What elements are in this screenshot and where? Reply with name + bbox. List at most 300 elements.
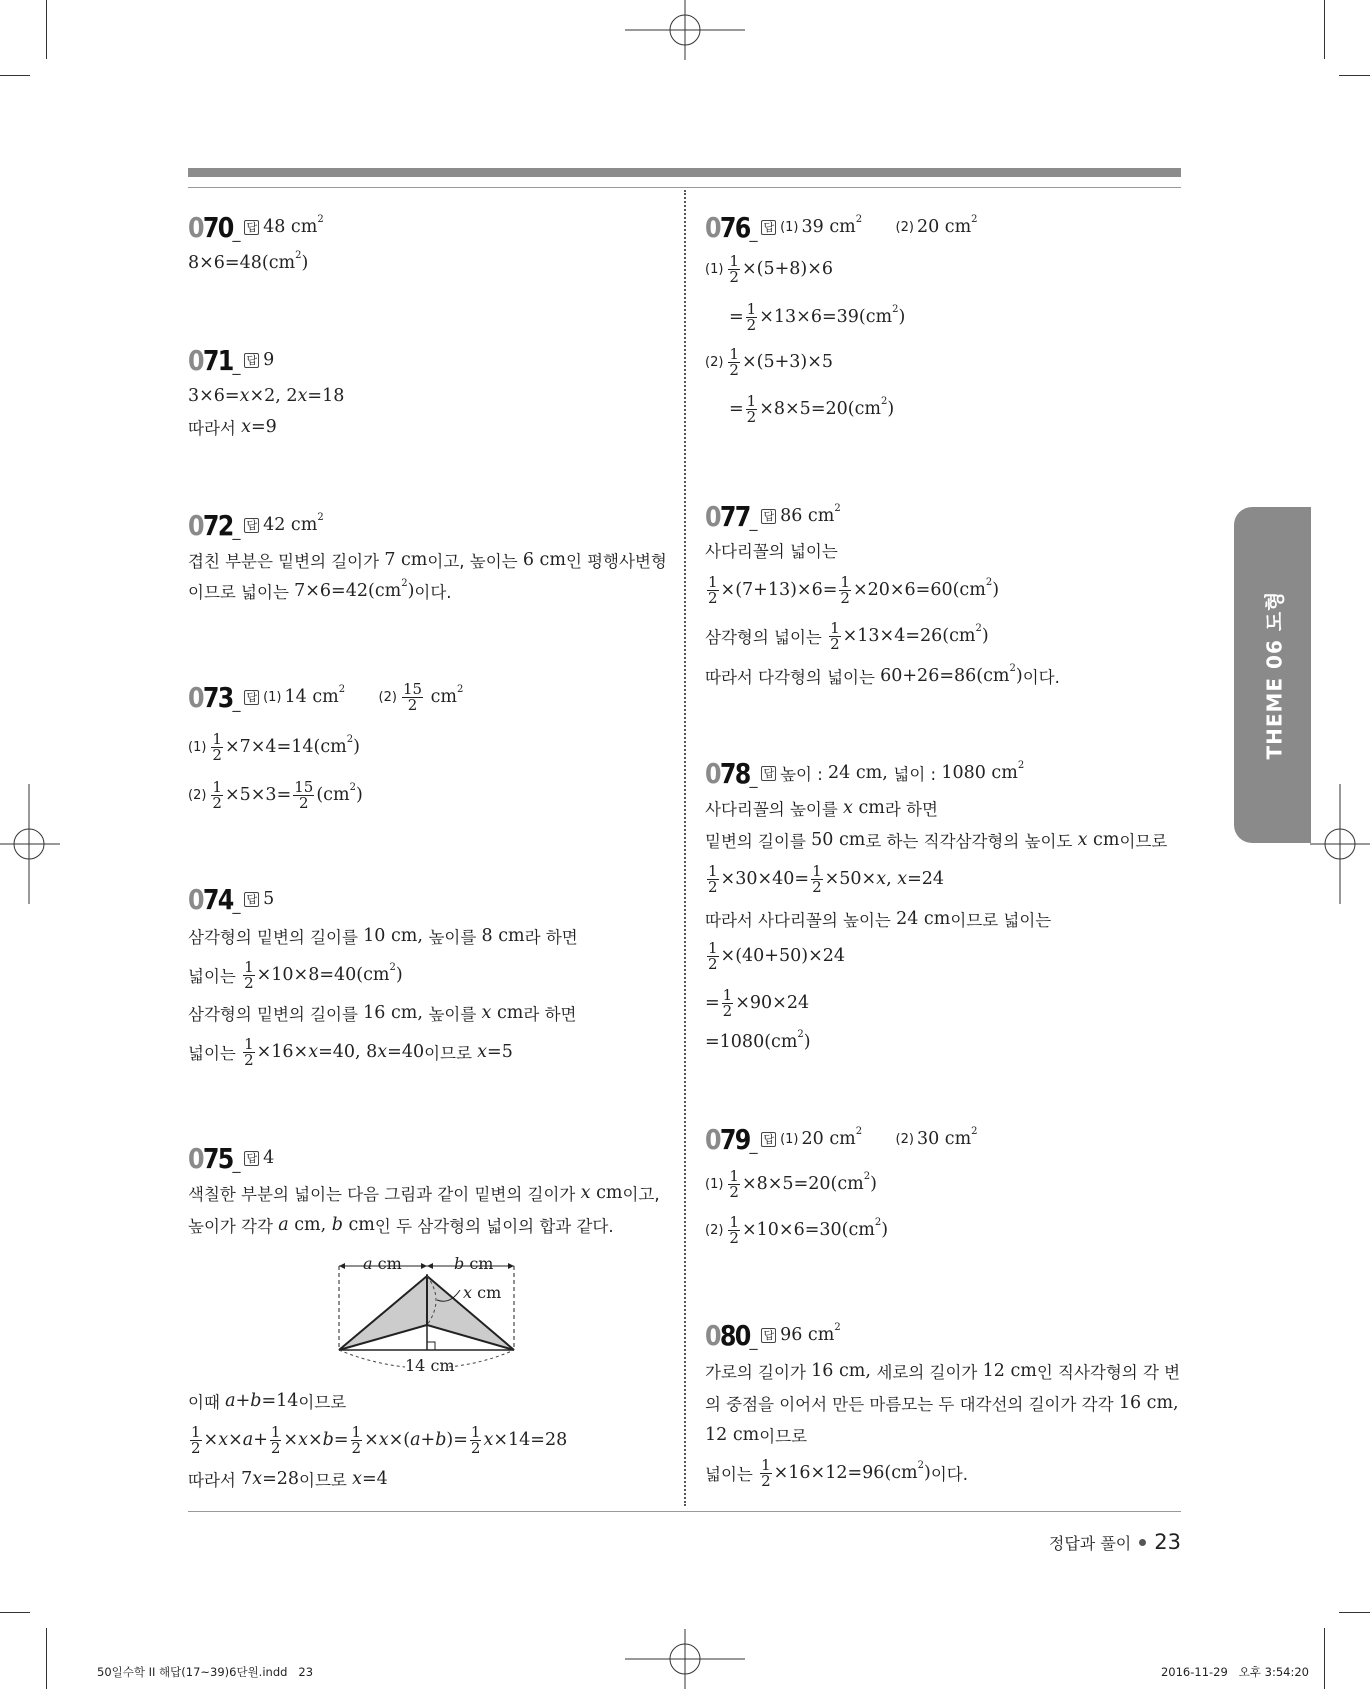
fraction — [811, 861, 823, 896]
math-text: ×8×5=20(cm — [759, 399, 881, 419]
variable: x — [218, 1430, 229, 1450]
problem-heading — [705, 1122, 978, 1156]
answer-value — [263, 213, 324, 237]
math-text: 10 cm, — [363, 926, 429, 946]
fraction — [707, 938, 719, 973]
variable: x — [297, 386, 308, 406]
fraction — [707, 572, 719, 607]
slug-timestamp: 2016-11-29 오후 3:54:20 — [1160, 1665, 1309, 1679]
math-text: 5 — [263, 889, 275, 909]
fraction — [722, 985, 734, 1020]
problem-heading — [705, 210, 978, 244]
math-text: cm — [425, 687, 457, 707]
korean-text: 이므로 넓이는 — [950, 911, 1052, 930]
math-text: ×(5+3)×5 — [741, 352, 834, 372]
underscore: _ — [232, 692, 241, 712]
math-text: ) — [395, 965, 403, 985]
math-text: ) — [881, 1220, 889, 1240]
problem-heading — [705, 756, 1024, 790]
denominator: 2 — [470, 1438, 481, 1457]
answer-value — [780, 1125, 978, 1149]
math-text: ×8×5=20(cm — [741, 1174, 864, 1194]
math-text: 20 cm — [801, 1129, 856, 1149]
denominator: 2 — [729, 1182, 739, 1201]
sub-item-label: (1) — [780, 219, 799, 235]
korean-text: 넓이 : — [893, 765, 942, 784]
korean-text: 가로의 길이가 — [705, 1363, 812, 1382]
math-text: × — [203, 1430, 219, 1450]
numerator: 1 — [722, 985, 733, 1004]
problem-number-digits: 78 — [719, 756, 750, 790]
answer-value — [780, 502, 841, 526]
underscore: _ — [232, 520, 241, 540]
fraction — [270, 1422, 282, 1457]
solution-line — [188, 919, 578, 953]
superscript: 2 — [975, 622, 982, 634]
math-text: 16 cm, — [811, 1361, 877, 1381]
variable: x — [241, 417, 251, 437]
denominator: 2 — [407, 695, 418, 714]
math-text — [345, 687, 378, 707]
superscript: 2 — [797, 1028, 804, 1040]
math-text: + — [235, 1391, 251, 1411]
variable: x — [308, 1042, 319, 1062]
solution-line — [705, 1213, 888, 1247]
problem-heading — [188, 343, 274, 377]
solution-line — [705, 1354, 1180, 1388]
footer-rule — [188, 1511, 1181, 1512]
math-text: cm — [491, 1003, 524, 1023]
solution-line — [705, 823, 1167, 857]
sub-item-label: (2) — [895, 219, 914, 235]
underscore: _ — [749, 1330, 758, 1350]
korean-text: 인 두 삼각형의 넓이의 합과 같다. — [374, 1217, 614, 1236]
math-text: =5 — [487, 1042, 513, 1062]
math-text: cm — [472, 1283, 502, 1302]
answer-icon: 답 — [246, 1151, 258, 1165]
solution-line — [188, 778, 363, 812]
korean-text: 높이가 각각 — [188, 1217, 279, 1236]
underscore: _ — [749, 768, 758, 788]
solution-line — [705, 1456, 968, 1490]
answer-value — [263, 350, 274, 370]
crop-mark — [1339, 1612, 1370, 1613]
math-text: 16 cm, — [1118, 1393, 1179, 1413]
problem-number-prefix: 0 — [705, 210, 720, 244]
korean-text: 라 하면 — [884, 800, 938, 819]
problem-number-digits: 80 — [719, 1318, 750, 1352]
variable: b — [322, 1430, 334, 1450]
page-number: 23 — [1154, 1530, 1181, 1554]
numerator: 1 — [729, 1212, 739, 1231]
underscore: _ — [749, 222, 758, 242]
math-text: cm, — [288, 1215, 332, 1235]
sub-item-label: (1) — [263, 689, 282, 705]
math-text: ×5×3= — [224, 785, 292, 805]
korean-text: 따라서 사다리꼴의 높이는 — [705, 911, 897, 930]
solution-line — [705, 1386, 1179, 1420]
math-text: 24 cm — [896, 909, 951, 929]
math-text: 3×6= — [188, 386, 240, 406]
sub-item-label: (2) — [378, 689, 397, 705]
math-text: 39 cm — [801, 217, 856, 237]
fraction — [728, 1166, 740, 1201]
superscript: 2 — [401, 577, 408, 589]
solution-line — [188, 1462, 388, 1496]
problem-heading — [188, 680, 463, 714]
math-text: ×20×6=60(cm — [852, 580, 986, 600]
math-text: ) — [924, 1463, 931, 1483]
math-text: 50 cm — [811, 830, 866, 850]
crop-mark — [1339, 75, 1370, 76]
superscript: 2 — [855, 213, 863, 225]
math-text: ×90×24 — [735, 993, 810, 1013]
underscore: _ — [749, 1134, 758, 1154]
math-text: cm — [372, 1254, 402, 1273]
crop-mark — [1324, 0, 1325, 59]
solution-line — [188, 1423, 567, 1457]
variable: x — [378, 1430, 389, 1450]
denominator: 2 — [812, 877, 822, 896]
variable: x — [843, 798, 853, 818]
math-text: 4 — [263, 1148, 275, 1168]
math-text: ×10×8=40(cm — [256, 965, 390, 985]
numerator: 1 — [212, 729, 222, 748]
problem-number-digits: 74 — [202, 882, 233, 916]
math-text: )= — [446, 1430, 468, 1450]
variable: x — [1077, 830, 1088, 850]
registration-mark-right — [1310, 784, 1370, 904]
math-text: 9 — [263, 350, 275, 370]
math-text: ×13×6=39(cm — [759, 307, 893, 327]
math-text: =28 — [262, 1469, 300, 1489]
problem-heading — [188, 882, 274, 916]
korean-text: 이므로 — [299, 1471, 353, 1490]
math-text: cm — [1087, 830, 1120, 850]
superscript: 2 — [1009, 662, 1016, 674]
math-text: =9 — [250, 417, 277, 437]
korean-text: 이므로 넓이는 — [188, 583, 295, 602]
korean-text: 이고, 높이는 — [427, 552, 523, 571]
numerator: 1 — [212, 777, 222, 796]
korean-text: 이다. — [1022, 668, 1060, 687]
answer-icon: 답 — [763, 509, 775, 523]
fraction — [243, 957, 255, 992]
figure-label-base — [405, 1356, 455, 1375]
superscript: 2 — [834, 502, 841, 514]
problem-number — [705, 757, 750, 790]
math-text: 60+26=86(cm — [880, 666, 1010, 686]
math-text: ×7×4=14(cm — [224, 737, 347, 757]
math-text: + — [253, 1430, 268, 1450]
solution-line — [188, 958, 403, 992]
superscript: 2 — [457, 683, 464, 695]
solution-line — [705, 939, 845, 973]
math-text: ) — [992, 580, 1000, 600]
solution-line — [188, 730, 360, 764]
header-rule — [188, 187, 1181, 188]
registration-mark-left — [0, 784, 60, 904]
korean-text: 이때 — [188, 1393, 226, 1412]
math-text: ×(40+50)×24 — [720, 946, 845, 966]
superscript: 2 — [389, 961, 396, 973]
solution-line — [705, 902, 1051, 936]
problem-heading — [188, 1141, 274, 1175]
problem-number-prefix: 0 — [705, 756, 720, 790]
solution-line — [705, 791, 938, 825]
variable: a — [242, 1430, 254, 1450]
math-text: 24 cm, — [828, 763, 894, 783]
superscript: 2 — [855, 1125, 863, 1137]
korean-text: 이므로 — [759, 1427, 808, 1446]
math-text: ) — [803, 1032, 811, 1052]
korean-text: 넓이는 — [705, 1465, 759, 1484]
math-text: =40, 8 — [318, 1042, 378, 1062]
solution-line — [188, 1035, 513, 1069]
registration-mark-top — [625, 0, 745, 60]
math-text: + — [420, 1430, 436, 1450]
math-text: = — [705, 993, 720, 1013]
solution-line — [188, 1208, 614, 1242]
superscript: 2 — [338, 683, 346, 695]
crop-mark — [1324, 1628, 1325, 1689]
sub-item-label: (1) — [705, 261, 724, 277]
problem-number-prefix: 0 — [188, 343, 203, 377]
fraction — [728, 344, 740, 379]
superscript: 2 — [349, 781, 356, 793]
underscore: _ — [232, 894, 241, 914]
math-text: 6 cm — [522, 550, 566, 570]
sub-item-label: (2) — [188, 787, 207, 803]
problem-number — [705, 500, 750, 533]
numerator: 15 — [402, 679, 423, 698]
fraction — [746, 391, 758, 426]
korean-text: 이므로 — [298, 1393, 347, 1412]
math-text: 20 cm — [916, 217, 972, 237]
math-text: 48 cm — [263, 217, 318, 237]
math-text: (cm — [316, 785, 350, 805]
superscript: 2 — [295, 249, 302, 261]
page-footer — [1049, 1530, 1181, 1554]
math-text: 16 cm, — [363, 1003, 429, 1023]
problem-number-digits: 75 — [202, 1141, 233, 1175]
variable: x — [298, 1430, 308, 1450]
solution-line — [188, 574, 452, 608]
korean-text: 라 하면 — [524, 928, 578, 947]
math-text: =14 — [261, 1391, 299, 1411]
superscript: 2 — [985, 576, 993, 588]
numerator: 1 — [708, 572, 718, 591]
figure-label-a — [363, 1254, 402, 1273]
underscore: _ — [232, 355, 241, 375]
solution-line — [705, 1418, 807, 1452]
numerator: 1 — [351, 1422, 362, 1441]
fraction — [746, 299, 758, 334]
numerator: 1 — [270, 1422, 281, 1441]
fraction — [839, 572, 851, 607]
math-text: ) — [355, 785, 363, 805]
problem-number-digits: 73 — [202, 680, 233, 714]
superscript: 2 — [971, 1125, 978, 1137]
variable: b — [454, 1254, 465, 1273]
math-text: 12 cm — [705, 1425, 760, 1445]
answer-value — [780, 1321, 841, 1345]
crop-mark — [0, 1612, 30, 1613]
math-text: cm — [590, 1183, 623, 1203]
numerator: 1 — [470, 1422, 481, 1441]
korean-text: 이고, — [622, 1185, 660, 1204]
problem-number-prefix: 0 — [705, 499, 720, 533]
solution-line — [705, 1167, 877, 1201]
math-text: = — [333, 1430, 349, 1450]
column-divider — [684, 190, 686, 1506]
math-text: = — [729, 307, 744, 327]
korean-text: 높이 : — [780, 765, 829, 784]
sub-item-label: (2) — [705, 354, 724, 370]
answer-icon: 답 — [763, 1328, 775, 1342]
korean-text: 이다. — [414, 583, 452, 602]
korean-text: 이다. — [930, 1465, 968, 1484]
theme-side-tab — [1234, 507, 1311, 843]
solution-line — [705, 862, 944, 896]
denominator: 2 — [840, 588, 850, 607]
problem-heading — [705, 1318, 841, 1352]
denominator: 2 — [746, 315, 757, 334]
solution-line — [188, 410, 277, 444]
math-text: ) — [301, 253, 309, 273]
crop-mark — [46, 1628, 47, 1689]
math-text: ×16×12=96(cm — [773, 1463, 918, 1483]
numerator: 1 — [708, 938, 718, 957]
problem-heading — [188, 508, 324, 542]
fraction — [829, 618, 841, 653]
slug-filename: 50일수학 II 해답(17~39)6단원.indd 23 — [97, 1665, 314, 1679]
answer-icon: 답 — [246, 690, 258, 704]
denominator: 2 — [244, 973, 254, 992]
variable: b — [250, 1391, 262, 1411]
problem-number-prefix: 0 — [188, 680, 203, 714]
math-text: 14 cm — [405, 1356, 455, 1375]
math-text: ×13×4=26(cm — [842, 626, 976, 646]
problem-number-prefix: 0 — [188, 508, 203, 542]
figure-label-x — [463, 1283, 501, 1302]
fraction — [211, 729, 223, 764]
solution-line — [705, 986, 809, 1020]
solution-line — [188, 1176, 660, 1210]
denominator: 2 — [708, 954, 718, 973]
math-text: 7 — [241, 1469, 253, 1489]
korean-text: 세로의 길이가 — [876, 1363, 983, 1382]
header-bar — [188, 168, 1181, 177]
solution-line — [188, 996, 576, 1030]
problem-number-digits: 79 — [719, 1122, 750, 1156]
solution-line — [188, 246, 308, 280]
superscript: 2 — [917, 1459, 925, 1471]
fraction — [211, 777, 223, 812]
math-text: ×10×6=30(cm — [741, 1220, 875, 1240]
math-text: 14 cm — [284, 687, 339, 707]
variable: x — [580, 1183, 591, 1203]
korean-text: 넓이는 — [188, 1044, 242, 1063]
numerator: 1 — [761, 1455, 771, 1474]
problem-number-prefix: 0 — [188, 210, 203, 244]
answer-value — [780, 213, 978, 237]
denominator: 2 — [830, 634, 840, 653]
korean-text: 라 하면 — [523, 1005, 577, 1024]
numerator: 1 — [746, 299, 757, 318]
math-text: 1080 cm — [941, 763, 1018, 783]
problem-number — [188, 883, 233, 916]
math-text: 86 cm — [780, 506, 835, 526]
math-text: =40 — [387, 1042, 425, 1062]
math-text: ×(5+8)×6 — [741, 259, 834, 279]
numerator: 1 — [840, 572, 850, 591]
numerator: 1 — [729, 251, 739, 270]
denominator: 2 — [708, 588, 718, 607]
math-text: 7 cm — [384, 550, 428, 570]
superscript: 2 — [863, 1170, 871, 1182]
variable: x — [481, 1003, 492, 1023]
problem-number — [705, 1123, 750, 1156]
problem-number-prefix: 0 — [705, 1318, 720, 1352]
denominator: 2 — [244, 1050, 254, 1069]
math-text: × — [228, 1430, 243, 1450]
solution-line — [705, 533, 838, 567]
numerator: 1 — [746, 391, 757, 410]
math-text: ×(7+13)×6= — [720, 580, 838, 600]
answer-icon: 답 — [763, 1132, 775, 1146]
denominator: 2 — [191, 1438, 201, 1457]
math-text: 30 cm — [916, 1129, 972, 1149]
answer-value — [263, 679, 464, 714]
denominator: 2 — [729, 1228, 739, 1247]
denominator: 2 — [708, 877, 718, 896]
denominator: 2 — [351, 1438, 362, 1457]
korean-text: 따라서 — [188, 419, 242, 438]
numerator: 1 — [708, 861, 718, 880]
fraction — [190, 1422, 202, 1457]
math-text: 12 cm — [982, 1361, 1037, 1381]
math-text: ×14=28 — [493, 1430, 568, 1450]
korean-text: 밑변의 길이를 — [705, 832, 812, 851]
superscript: 2 — [346, 733, 354, 745]
solution-line — [705, 345, 833, 379]
answer-icon: 답 — [763, 220, 775, 234]
underscore: _ — [232, 222, 241, 242]
math-text: =18 — [307, 386, 345, 406]
variable: b — [435, 1430, 447, 1450]
superscript: 2 — [892, 303, 899, 315]
math-text: =1080(cm — [705, 1032, 798, 1052]
solution-line — [705, 573, 999, 607]
problem-number — [188, 509, 233, 542]
math-text: 8×6=48(cm — [188, 253, 296, 273]
math-text: ) — [407, 581, 415, 601]
numerator: 1 — [244, 1034, 254, 1053]
math-text: × — [307, 1430, 323, 1450]
answer-icon: 답 — [246, 220, 258, 234]
math-text: ) — [887, 399, 895, 419]
problem-heading — [188, 210, 324, 244]
problem-heading — [705, 499, 841, 533]
problem-number-digits: 70 — [202, 210, 233, 244]
math-text: ) — [870, 1174, 877, 1194]
fraction — [243, 1034, 255, 1069]
numerator: 15 — [294, 777, 314, 796]
fraction — [707, 861, 719, 896]
answer-icon: 답 — [246, 518, 258, 532]
numerator: 1 — [244, 957, 254, 976]
